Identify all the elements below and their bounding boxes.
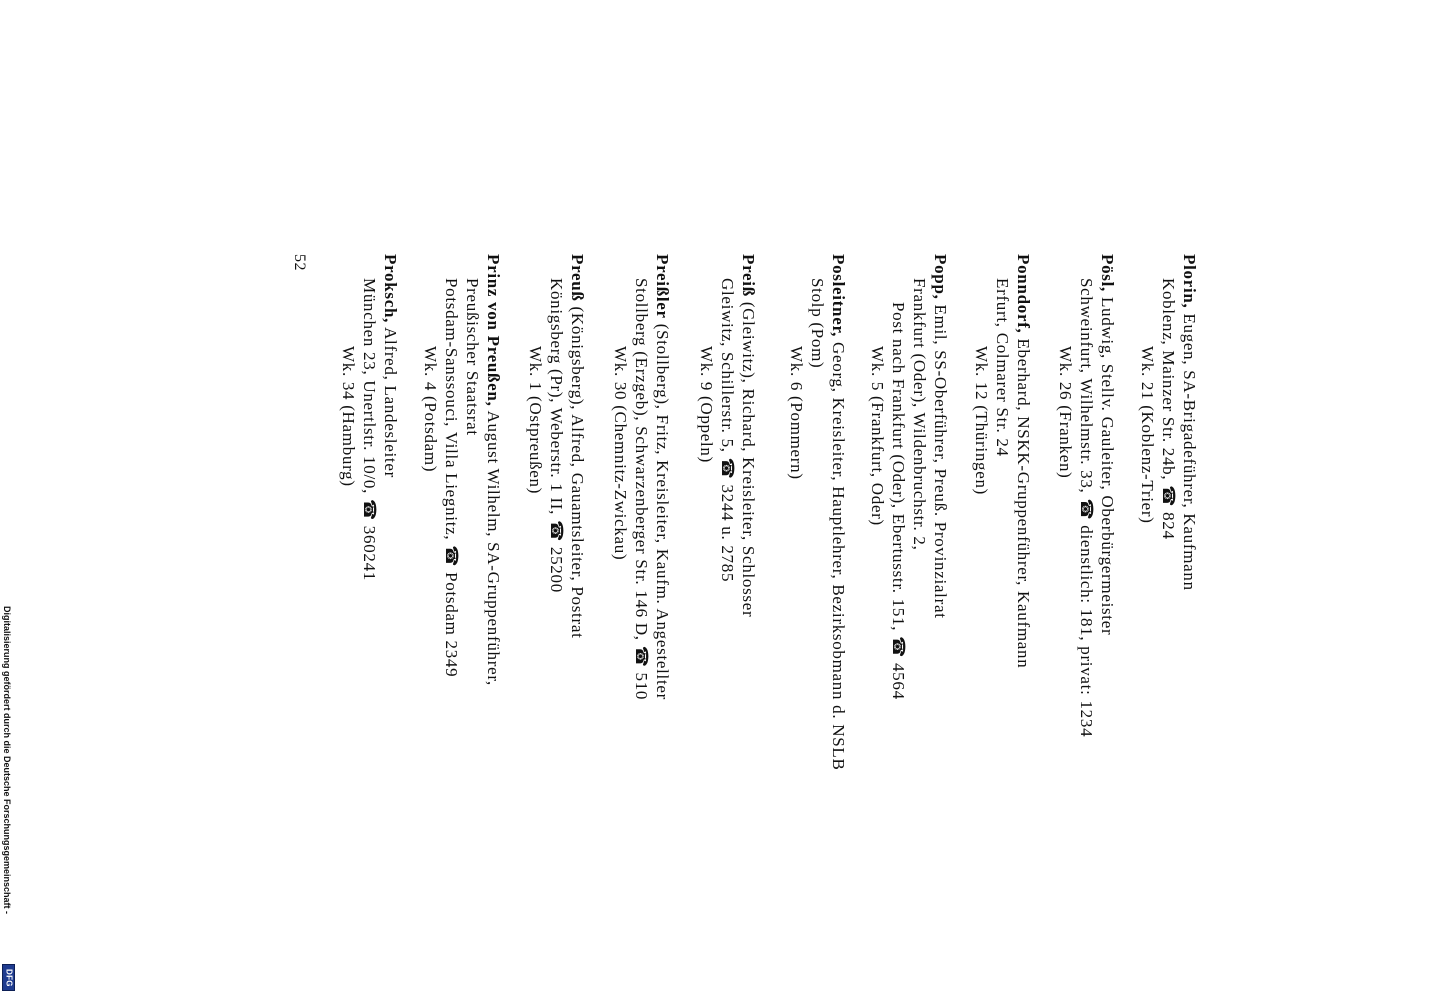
- entry-address: Schweinfurt, Wilhelmstr. 33, ☎ dienstlich: 181, privat: 1234: [1077, 278, 1096, 738]
- entry-details: Eugen, SA-Brigadeführer, Kaufmann: [1180, 313, 1199, 591]
- entry-constituency: Wk. 30 (Chemnitz-Zwickau): [611, 346, 630, 561]
- entry-name: Preißler: [653, 254, 672, 319]
- entry-name: Posleitner,: [829, 254, 848, 338]
- entry-heading-line: [738, 254, 759, 617]
- entry-heading-line: [380, 254, 401, 581]
- entry-details: Eberhard, NSKK-Gruppenführer, Kaufmann: [1014, 338, 1033, 669]
- page-number: 52: [291, 254, 308, 271]
- entry-constituency: Wk. 4 (Potsdam): [421, 346, 440, 473]
- entry-heading-line: [652, 254, 673, 700]
- entry-address: Stolp (Pom): [808, 278, 827, 369]
- funding-note: Digitalisierung gefördert durch die Deutsche Forschungsgemeinschaft -: [2, 606, 12, 915]
- entry-constituency: Wk. 9 (Oppeln): [697, 346, 716, 463]
- directory-entry: [338, 254, 401, 581]
- entry-details: Georg, Kreisleiter, Hauptlehrer, Bezirksobmann d. NSLB: [829, 342, 848, 771]
- dfg-logo-text: DFG: [4, 968, 14, 987]
- directory-entry: [610, 254, 673, 700]
- entry-constituency: Wk. 5 (Frankfurt, Oder): [868, 346, 887, 526]
- directory-entry: [971, 254, 1034, 668]
- entry-constituency: Wk. 26 (Franken): [1056, 346, 1075, 479]
- entry-address: Königsberg (Pr), Weberstr. 1 II, ☎ 25200: [547, 278, 566, 593]
- entry-details: (Königsberg), Alfred, Gauamtsleiter, Postrat: [568, 306, 587, 639]
- entry-heading-line: [828, 254, 849, 771]
- entry-details: (Stollberg), Fritz, Kreisleiter, Kaufm. Angestellter: [653, 323, 672, 700]
- entry-details: Ludwig, Stellv. Gauleiter, Oberbürgermeister: [1098, 296, 1117, 636]
- entry-address: Stollberg (Erzgeb), Schwarzenberger Str. 146 D, ☎ 510: [632, 278, 651, 701]
- directory-entry: [525, 254, 588, 639]
- entry-heading-line: [1179, 254, 1200, 591]
- directory-entry: [420, 254, 504, 686]
- entry-heading-line: [483, 254, 504, 686]
- entry-details: Emil, SS-Oberführer, Preuß. Provinzialrat: [931, 304, 950, 619]
- entry-address: Gleiwitz, Schillerstr. 5, ☎ 3244 u. 2785: [718, 278, 737, 583]
- entry-name: Preiß: [739, 254, 758, 297]
- directory-entry: [1137, 254, 1200, 591]
- entry-name: Prinz von Preußen,: [484, 254, 503, 407]
- entry-heading-line: [1013, 254, 1034, 668]
- entry-details: August Wilhelm, SA-Gruppenführer,: [484, 410, 503, 686]
- dfg-logo: [2, 964, 15, 991]
- entry-address: Potsdam-Sanssouci, Villa Liegnitz, ☎ Potsdam 2349: [442, 278, 461, 678]
- directory-entry: [867, 254, 951, 700]
- entry-name: Ponndorf,: [1014, 254, 1033, 334]
- entry-postal-address: Post nach Frankfurt (Oder), Ebertusstr. 151, ☎ 4564: [889, 302, 908, 700]
- entry-constituency: Wk. 21 (Koblenz-Trier): [1138, 346, 1157, 524]
- directory-entry: [786, 254, 849, 771]
- entry-name: Popp,: [931, 254, 950, 300]
- entry-title: Preußischer Staatsrat: [463, 278, 482, 436]
- entry-address: München 23, Unertlstr. 10/0, ☎ 360241: [360, 278, 379, 581]
- directory-entry: [696, 254, 759, 617]
- entry-address: Koblenz, Mainzer Str. 24b, ☎ 824: [1159, 278, 1178, 540]
- entry-details: (Gleiwitz), Richard, Kreisleiter, Schlosser: [739, 301, 758, 618]
- entry-name: Pösl,: [1098, 254, 1117, 292]
- entry-heading-line: [1097, 254, 1118, 737]
- entry-constituency: Wk. 1 (Ostpreußen): [526, 346, 545, 495]
- entry-address: Frankfurt (Oder), Wildenbruchstr. 2,: [910, 278, 929, 551]
- entry-constituency: Wk. 34 (Hamburg): [339, 346, 358, 487]
- entry-constituency: Wk. 6 (Pommern): [787, 346, 806, 480]
- directory-entry: [1055, 254, 1118, 737]
- entry-name: Proksch,: [381, 254, 400, 324]
- entry-heading-line: [567, 254, 588, 639]
- entry-name: Plorin,: [1180, 254, 1199, 309]
- entry-name: Preuß: [568, 254, 587, 302]
- entry-constituency: Wk. 12 (Thüringen): [972, 346, 991, 496]
- entry-heading-line: [930, 254, 951, 700]
- entry-details: Alfred, Landesleiter: [381, 327, 400, 478]
- entry-address: Erfurt, Colmarer Str. 24: [993, 278, 1012, 457]
